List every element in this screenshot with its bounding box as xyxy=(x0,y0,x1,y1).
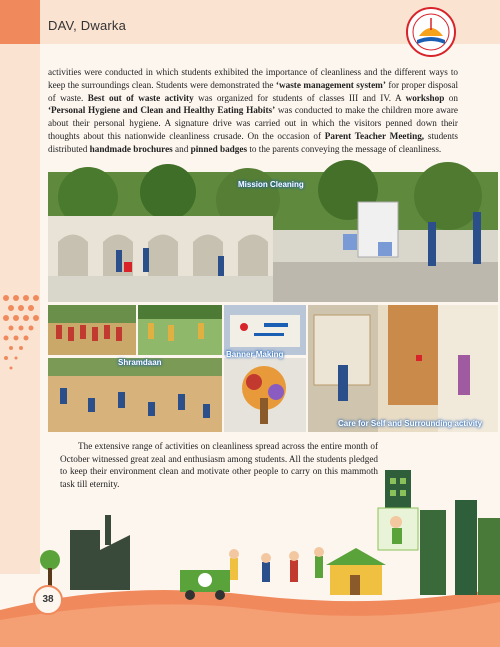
page-number: 38 xyxy=(33,585,63,615)
photo-banner-making xyxy=(224,305,306,355)
photo-mission-cleaning xyxy=(48,172,498,302)
photo-tree-drawing xyxy=(224,350,306,432)
caption-banner-making: Banner Making xyxy=(226,350,284,359)
decorative-dots xyxy=(0,290,40,390)
photo-shramdaan xyxy=(48,358,222,432)
school-logo xyxy=(400,6,462,60)
photo-group-students xyxy=(48,305,136,355)
caption-care-activity: Care for Self and Surrounding activity xyxy=(338,419,483,428)
caption-shramdaan: Shramdaan xyxy=(118,358,162,367)
photo-children-playing xyxy=(138,305,222,355)
green-city-illustration xyxy=(0,470,500,647)
photo-care-activity xyxy=(308,305,498,432)
closing-paragraph: The extensive range of activities on cleanliness spread across the entire month of October witnessed great zeal and enthusiasm among students. All the students pledged to keep their environment clean and motivate other people to carry on this mammoth task till eternity. xyxy=(60,441,378,489)
caption-mission-cleaning: Mission Cleaning xyxy=(238,180,304,189)
school-name: DAV, Dwarka xyxy=(48,18,127,33)
body-paragraph: activities were conducted in which students exhibited the importance of cleanliness and the different ways to keep the surroundings clean. Students were demonstrated the ‘waste management system’ for proper disposal of waste. Best out of waste activity was organized for students of classes III and IV. A workshop on ‘Personal Hygiene and Clean and Healthy Eating Habits’ was conducted to make the children more aware about their personal hygiene. A signature drive was carried out in which the visitors penned down their thoughts about this nationwide cleanliness crusade. On the occasion of Parent Teacher Meeting, students distributed handmade brochures and pinned badges to the parents conveying the message of cleanliness. xyxy=(48,67,458,154)
photo-collage xyxy=(48,172,498,432)
header-accent xyxy=(0,0,40,44)
